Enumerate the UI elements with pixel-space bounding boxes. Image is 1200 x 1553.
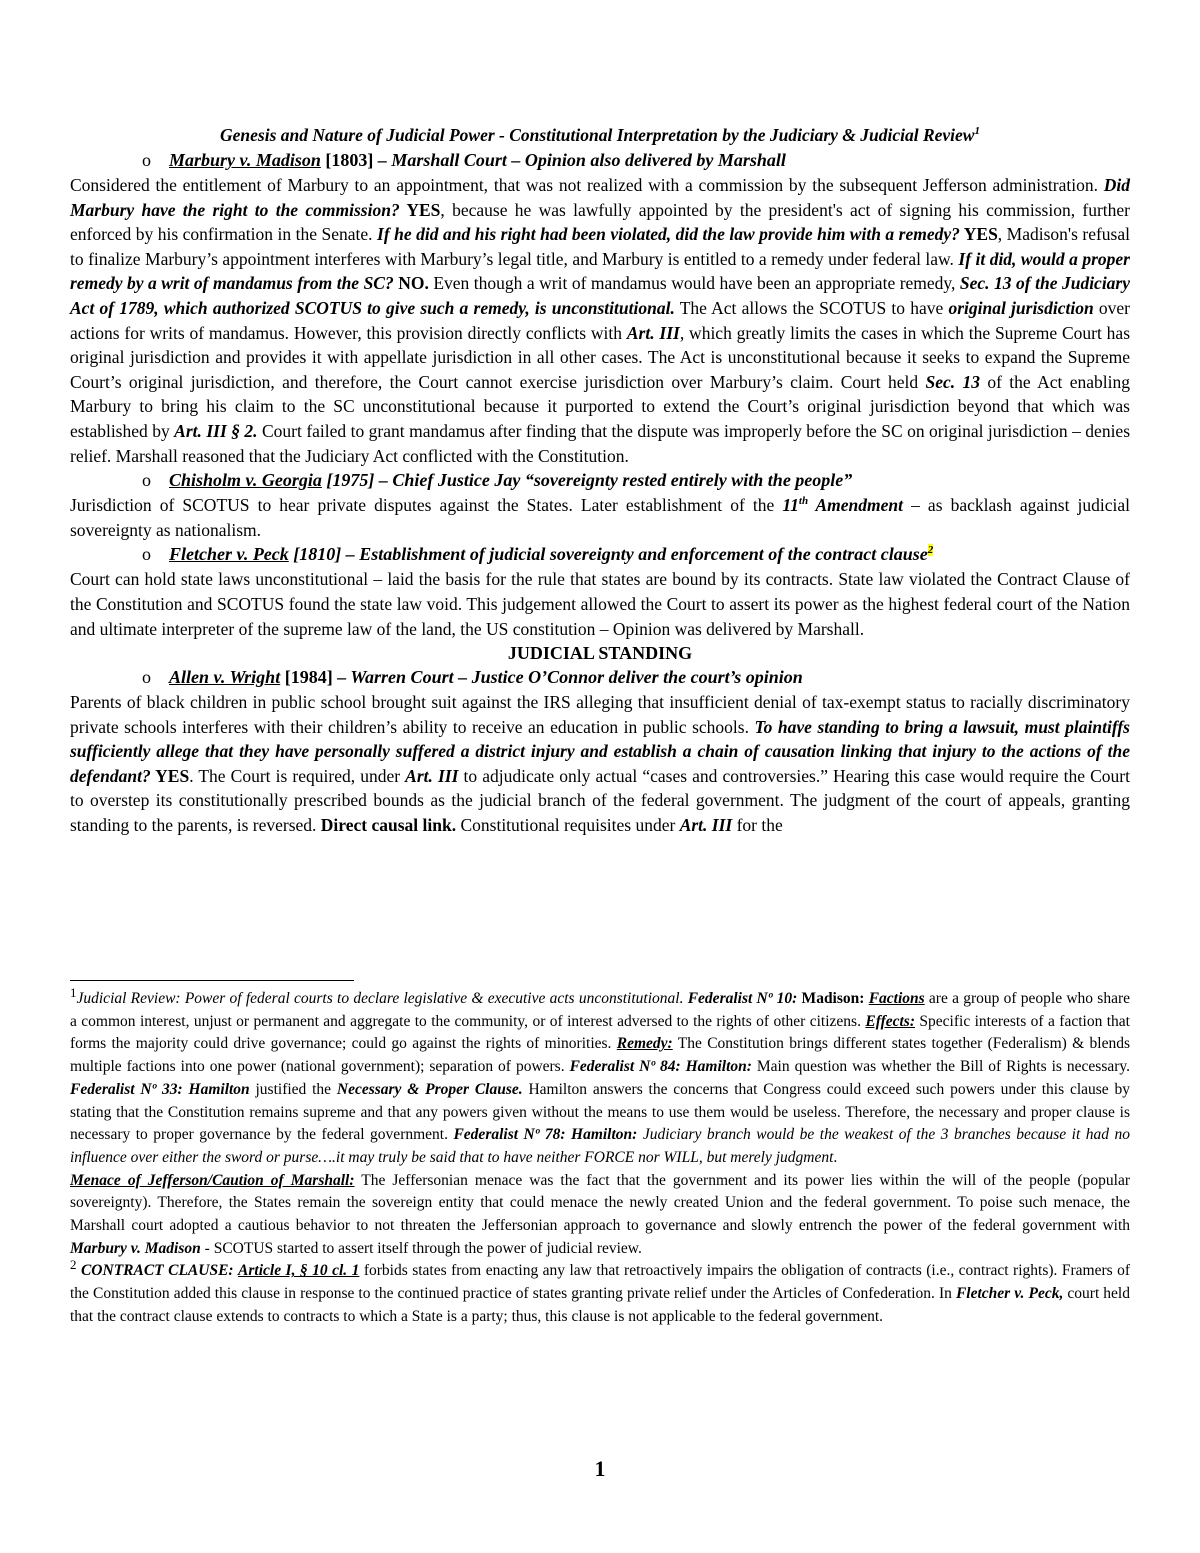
case-name: Fletcher v. Peck (169, 544, 289, 565)
case-heading-fletcher (70, 542, 1130, 567)
case-name: Chisholm v. Georgia (169, 470, 322, 491)
case-year: [1984] (280, 667, 333, 688)
case-court: – Warren Court – Justice O’Connor deliver the court’s opinion (332, 667, 803, 688)
bullet-icon: o (142, 544, 151, 565)
case-name: Allen v. Wright (169, 667, 281, 688)
document-title (70, 122, 1130, 148)
case-summary-marbury: Considered the entitlement of Marbury to an appointment, that was not realized with a commission by the subsequent Jefferson administration. Did Marbury have the right to the commission? YES, because he was lawfully appointed by the president's act of signing his commission, further enforced by his confirmation in the Senate. If he did and his right had been violated, did the law provide him with a remedy? YES, Madison's refusal to finalize Marbury’s appointment interferes with Marbury’s legal title, and Marbury is entitled to a remedy under federal law. If it did, would a proper remedy by a writ of mandamus from the SC? NO. Even though a writ of mandamus would have been an appropriate remedy, Sec. 13 of the Judiciary Act of 1789, which authorized SCOTUS to give such a remedy, is unconstitutional. The Act allows the SCOTUS to have original jurisdiction over actions for writs of mandamus. However, this provision directly conflicts with Art. III, which greatly limits the cases in which the Supreme Court has original jurisdiction and provides it with appellate jurisdiction in all other cases. The Act is unconstitutional because it seeks to expand the Supreme Court’s original jurisdiction, and therefore, the Court cannot exercise jurisdiction over Marbury’s claim. Court held Sec. 13 of the Act enabling Marbury to bring his claim to the SC unconstitutional because it purported to extend the Court’s original jurisdiction beyond that which was established by Art. III § 2. Court failed to grant mandamus after finding that the dispute was improperly before the SC on original jurisdiction – denies relief. Marshall reasoned that the Judiciary Act conflicted with the Constitution. (70, 175, 1131, 466)
footnote-separator (70, 980, 354, 981)
footnote-ref-2[interactable]: 2 (927, 544, 934, 557)
footnote-1: $^1$Judicial Review: Power of federal courts to declare legislative & executive acts unconstitutional. Federalist Nº 10: Madison: Factions are a group of people who share a common interest, unjust or permanent and aggregate to the community, or of interest adversed to the rights of other citizens. Effects: Specific interests of a faction that forms the majority could drive governance; could go against the rights of minorities. Remedy: The Constitution brings different states together (Federalism) & blends multiple factions into one power (national government); separation of powers. Federalist Nº 84: Hamilton: Main question was whether the Bill of Rights is necessary. Federalist Nº 33: Hamilton justified the Necessary & Proper Clause. Hamilton answers the concerns that Congress could exceed such powers under this clause by stating that the Constitution remains supreme and that any powers given without the means to use them would be useless. Therefore, the necessary and proper clause is necessary to proper governance by the federal government. Federalist Nº 78: Hamilton: Judiciary branch would be the weakest of the 3 branches because it had no influence over either the sword or purse….it may truly be said that to have neither FORCE nor WILL, but merely judgment. (70, 984, 1131, 1166)
section-heading: JUDICIAL STANDING (507, 643, 693, 664)
case-name: Marbury v. Madison (169, 150, 321, 170)
case-heading-marbury (70, 148, 1130, 173)
bullet-icon: o (142, 470, 151, 491)
case-summary-chisholm: Jurisdiction of SCOTUS to hear private disputes against the States. Later establishment of the 11th Amendment – as backlash against judicial sovereignty as nationalism. (70, 495, 1131, 540)
bullet-icon: o (142, 667, 151, 688)
case-heading-allen (70, 665, 1130, 690)
case-heading-chisholm (70, 468, 1130, 493)
document-page (70, 122, 1130, 838)
case-court: – Marshall Court – Opinion also delivered by Marshall (377, 150, 786, 170)
footnotes (70, 984, 1131, 1329)
footnote-ref-1[interactable]: 1 (974, 125, 980, 138)
bullet-icon: o (142, 150, 151, 170)
case-summary-fletcher: Court can hold state laws unconstitutional – laid the basis for the rule that states are bound by its contracts. State law violated the Contract Clause of the Constitution and SCOTUS found the state law void. This judgement allowed the Court to assert its power as the highest federal court of the Nation and ultimate interpreter of the supreme law of the land, the US constitution – Opinion was delivered by Marshall. (70, 569, 1130, 639)
case-detail: [1810] – Establishment of judicial sovereignty and enforcement of the contract clause (288, 544, 928, 565)
footnote-2: $^2$ CONTRACT CLAUSE: Article I, § 10 cl. 1 forbids states from enacting any law that retroactively impairs the obligation of contracts (i.e., contract rights). Framers of the Constitution added this clause in response to the continued practice of states granting private relief under the Articles of Confederation. In Fletcher v. Peck, court held that the contract clause extends to contracts to which a State is a party; thus, this clause is not applicable to the federal government. (70, 1257, 1131, 1325)
footnote-1-continued: Menace of Jefferson/Caution of Marshall: The Jeffersonian menace was the fact that the government and its power lies within the will of the people (popular sovereignty). Therefore, the States remain the sovereign entity that could menace the newly created Union and the federal government. To poise such menace, the Marshall court adopted a cautious behavior to not threaten the Jeffersonian approach to governance and slowly entrench the power of the federal government with Marbury v. Madison - SCOTUS started to assert itself through the power of judicial review. (70, 1171, 1130, 1257)
case-summary-allen: Parents of black children in public school brought suit against the IRS alleging that insufficient denial of tax-exempt status to racially discriminatory private schools interferes with their children’s ability to receive an education in public schools. To have standing to bring a lawsuit, must plaintiffs sufficiently allege that they have personally suffered a district injury and establish a chain of causation linking that injury to the actions of the defendant? YES. The Court is required, under Art. III to adjudicate only actual “cases and controversies.” Hearing this case would require the Court to overstep its constitutionally prescribed bounds as the judicial branch of the federal government. The judgment of the court of appeals, granting standing to the parents, is reversed. Direct causal link. Constitutional requisites under Art. III for the (70, 692, 1130, 836)
title-text: Genesis and Nature of Judicial Power - Constitutional Interpretation by the Judiciary & Judicial Review (220, 125, 975, 145)
case-detail: [1975] – Chief Justice Jay “sovereignty rested entirely with the people” (321, 470, 853, 491)
case-year: [1803] (325, 150, 374, 170)
page-number: 1 (594, 1456, 606, 1481)
